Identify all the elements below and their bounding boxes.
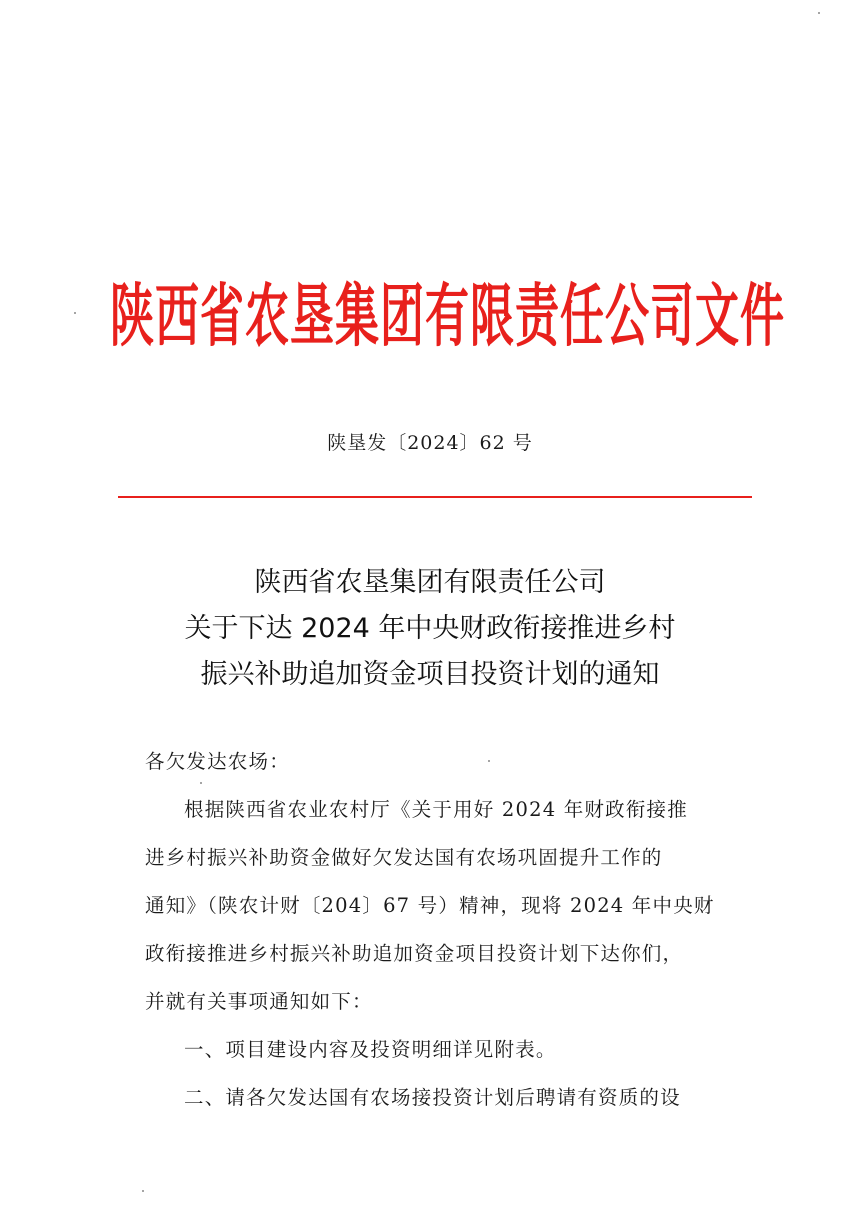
- paragraph-line: 政衔接推进乡村振兴补助追加资金项目投资计划下达你们，: [145, 942, 684, 965]
- list-item-1: 一、项目建设内容及投资明细详见附表。: [184, 1038, 557, 1061]
- scan-speck: [74, 312, 76, 314]
- org-file-title: 陕西省农垦集团有限责任公司文件: [110, 277, 785, 357]
- paragraph-line: 根据陕西省农业农村厅《关于用好 2024 年财政衔接推: [184, 798, 688, 821]
- paragraph-line: 进乡村振兴补助资金做好欠发达国有农场巩固提升工作的: [145, 846, 663, 869]
- salutation: 各欠发达农场：: [145, 750, 290, 773]
- paragraph-line: 通知》（陕农计财〔204〕67 号）精神，现将 2024 年中央财: [145, 894, 715, 917]
- document-number: 陕垦发〔2024〕62 号: [327, 432, 533, 454]
- red-divider-line: [118, 496, 752, 498]
- document-body: [145, 738, 725, 1122]
- notice-title-line-1: 陕西省农垦集团有限责任公司: [254, 567, 606, 598]
- notice-title-line-2: 关于下达 2024 年中央财政衔接推进乡村: [184, 613, 676, 644]
- scan-speck: [488, 760, 490, 762]
- paragraph-line: 并就有关事项通知如下：: [145, 990, 373, 1013]
- scan-speck: [818, 12, 820, 14]
- scan-speck: [142, 1190, 144, 1192]
- list-item-2: 二、请各欠发达国有农场接投资计划后聘请有资质的设: [184, 1086, 681, 1109]
- notice-title-line-3: 振兴补助追加资金项目投资计划的通知: [200, 659, 660, 690]
- notice-title: [0, 560, 860, 698]
- scan-speck: [200, 782, 202, 784]
